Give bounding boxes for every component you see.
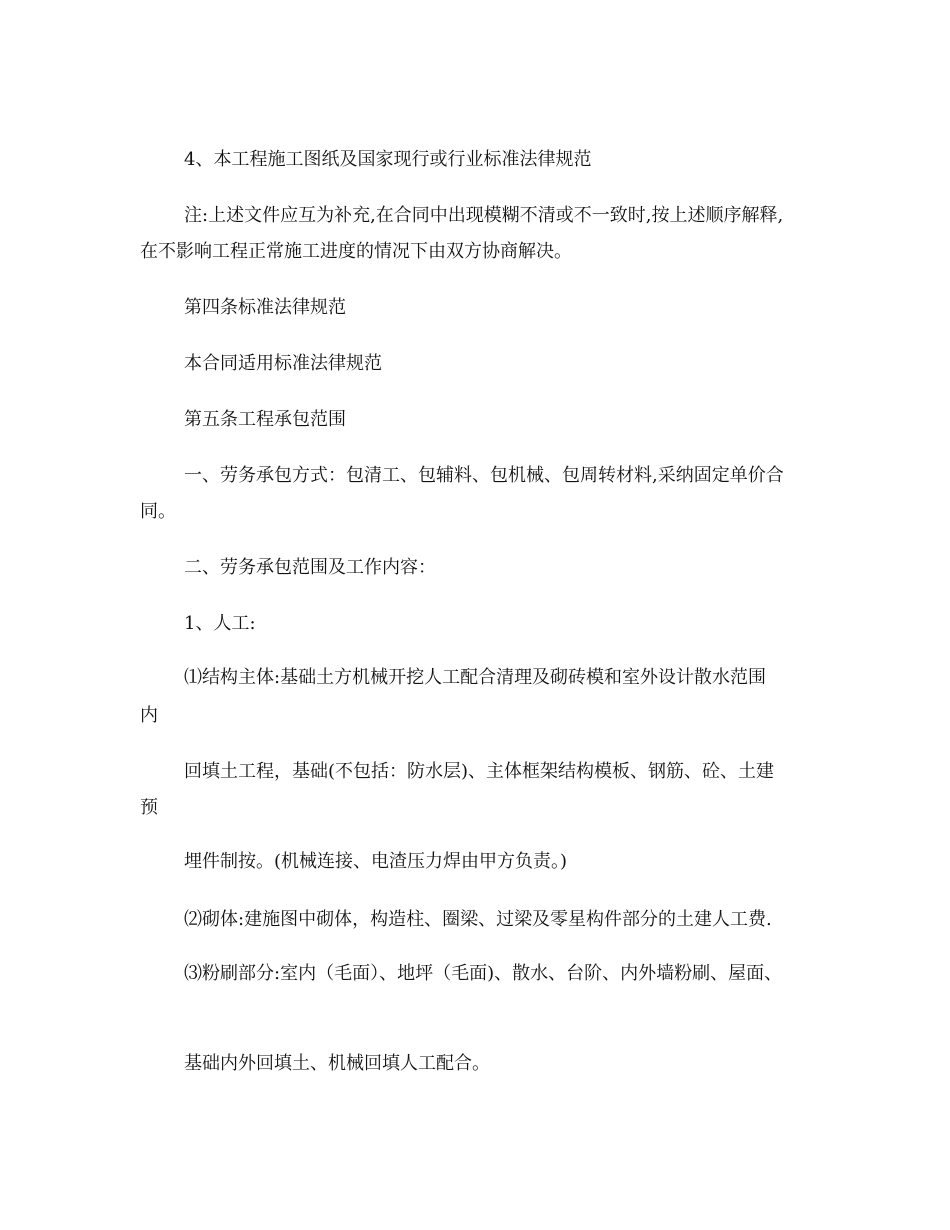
structure-line-2: 内	[140, 705, 158, 726]
backfill-line-1: 回填土工程，基础(不包括：防水层)、主体框架结构模板、钢筋、砼、土建	[184, 761, 775, 782]
clause-4-line: 4、本工程施工图纸及国家现行或行业标准法律规范	[184, 149, 592, 170]
embedded-parts-line: 埋件制按。(机械连接、电渣压力焊由甲方负责。)	[184, 851, 568, 872]
foundation-backfill-line: 基础内外回填土、机械回填人工配合。	[184, 1053, 490, 1074]
structure-line-1: ⑴结构主体:基础土方机械开挖人工配合清理及砌砖模和室外设计散水范围	[184, 667, 767, 688]
article-5-heading: 第五条工程承包范围	[184, 409, 346, 430]
note-line-1: 注:上述文件应互为补充,在合同中出现模糊不清或不一致时,按上述顺序解释,	[184, 205, 784, 226]
masonry-line: ⑵砌体:建施图中砌体，构造柱、圈梁、过梁及零星构件部分的土建人工费.	[184, 909, 772, 930]
section-1-line-1: 一、劳务承包方式：包清工、包辅料、包机械、包周转材料,采纳固定单价合	[184, 465, 784, 486]
plastering-line: ⑶粉刷部分:室内（毛面）、地坪（毛面)、散水、台阶、内外墙粉刷、屋面、	[184, 963, 783, 984]
article-4-body: 本合同适用标准法律规范	[184, 353, 382, 374]
section-2-heading: 二、劳务承包范围及工作内容：	[184, 557, 436, 578]
article-4-heading: 第四条标准法律规范	[184, 297, 346, 318]
section-1-line-2: 同。	[140, 501, 176, 522]
labor-item-heading: 1、人工:	[184, 613, 256, 634]
backfill-line-2: 预	[140, 797, 158, 818]
note-line-2: 在不影响工程正常施工进度的情况下由双方协商解决。	[140, 241, 572, 262]
